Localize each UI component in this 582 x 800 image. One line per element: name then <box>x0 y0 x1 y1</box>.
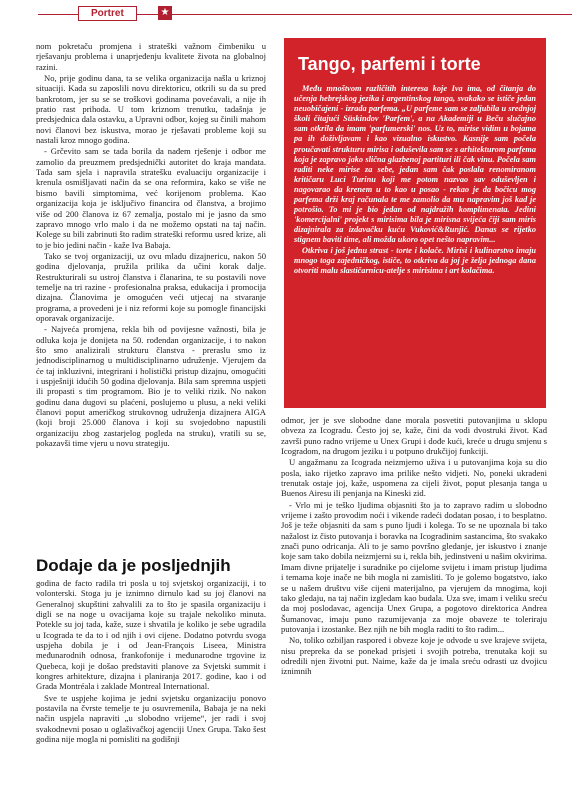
paragraph: Tako se tvoj organizaciji, uz ovu mladu dizajnericu, nakon 50 godina djelovanja, pružila prilika da učini korak dalje. Restrukturirali su ustroj članstva i članarina, te su postavili nove temelje na tri razine - profesionalna praksa, edukacija i promocija dizajna. Članovima je omogućen veći utjecaj na stvaranje programa, a provedeni je i niz reformi koje su pomogle financijski oporavak organizacije. <box>36 250 266 323</box>
paragraph: U angažmanu za Icograda neizmjerno uživa i u putovanjima koja su dio posla, iako rijetko zapravo ima prilike nešto vidjeti. No, poneki ukradeni trenutak ostaje joj, kaže, uspomena za cijeli život, poput plesanja tanga u Buenos Airesu ili penjanja na Kineski zid. <box>281 457 547 499</box>
box-paragraph: Otkriva i još jednu strast - torte i kolače. Mirisi i kulinarstvo imaju mnogo toga zajedničkog, ističe, to otkriva da joj je želja jednoga dana otvoriti malu slastičarnicu-atelje s mirisima i art kolačima. <box>294 245 536 275</box>
paragraph: godina de facto radila tri posla u toj svjetskoj organizaciji, i to volonterski. Stoga ju je iznimno dirnulo kad su joj članovi na Generalnoj skupštini zahvalili za to što je spasila organizaciju i digli se na noge u ovacijama koje su trajale nekoliko minuta. Potekle su joj tada, kaže, suze i shvatila je koliko je sebe ugradila u Icograda te da to i od njih i ovi cijene. Dodatno potvrdu svoga uspjeha dobila je i od Jean-François Liseea, Ministra međunarodnih odnosa, frankofonije i međunarodne trgovine iz Quebeca, koji je došao predstaviti planove za Svjetski summit i kongres arhitekture, dizajna i planiranja 2017. godine, kao i od Grada Montréala i zaklade Montreal International. <box>36 578 266 692</box>
star-icon: ★ <box>158 6 172 20</box>
right-column <box>281 415 547 678</box>
left-column <box>36 41 266 449</box>
paragraph: nom pokretaču promjena i strateški važnom čimbeniku u rješavanju problema i unaprjeđenju kvalitete života na globalnoj razini. <box>36 41 266 72</box>
paragraph: Sve te uspjehe kojima je jedni svjetsku organizaciju ponovo postavila na čvrste temelje te ju osuvremenila, Babaja je na neki način uspjela napraviti „u slobodno vrijeme“, jer radi i svoj svakodnevni posao u oglašivačkoj agenciji Unex Grupa. Tako šest godina nije mogla ni pomisliti na godišnji <box>36 692 266 745</box>
subheading: Dodaje da je posljednjih <box>36 556 231 575</box>
box-paragraph: Među mnoštvom različitih interesa koje Iva ima, od čitanja do učenja hebrejskog jezika i argentinskog tanga, svakako se ističe jedan neuobičajeni - izrada parfema. „U parfeme sam se zaljubila u srednjoj školi čitajući Süskindov 'Parfem', a na Akademiji u Beču slučajno sam otkrila da imam 'parfumerski' nos. Uz to, mirise vidim u bojama pa ih doživljavam i kao vizualno iskustvo. Kasnije sam počela proučavati strukturu mirisa i oduševila sam se s arhitekturom parfema koja je zapravo jako slična glazbenoj partituri ili čak vinu. Počela sam raditi neke mirise za sebe, jedan sam čak poslala renomiranom kritičaru Luci Turinu koji me potom nazvao sav oduševljen i nagovarao da krenem u to kao u posao - rekao je da bočicu mog parfema drži kraj računala te me zamolio da mu napravim još kad je potrošio. To mi je bio jedan od najdražih komplimenata. Jedini 'komercijalni' projekt s mirisima bila je mirisna svijeća čiji sam miris dizajnirala za izdavačku kuću Vuković&Runjić. Danas se rijetko stignem baviti time, ali možda ukoro opet nešto napravim... <box>294 84 536 245</box>
left-column-bottom <box>36 578 266 746</box>
box-body <box>294 84 536 276</box>
box-title: Tango, parfemi i torte <box>298 54 481 74</box>
paragraph: odmor, jer je sve slobodne dane morala posvetiti putovanjima u sklopu obveza za Icogradu. Često joj se, kaže, čini da vodi dvostruki život. Kad završi puno radno vrijeme u Unex Grupi i dođe kući, kreće u drugu smjenu s Icogradom, na drugom jeziku i u potpuno drukčijoj funkciji. <box>281 415 547 457</box>
paragraph: - Vrlo mi je teško ljudima objasniti što ja to zapravo radim u slobodno vrijeme i zašto provodim noći i vikende radeći dodatan posao, i to besplatno. Još je teže objasniti da sam s puno ljudi i kolega. To se ne upoznala bi tako nažalost iz čisto putovanja i boravka na Icogradinim sastancima, što svakako znači puno odricanja. Ali to je samo površno gledanje, jer iskustvo i znanje koje sam tako dobila neizmjerni su i, rekla bih, jedinstveni u našim okvirima. Imam divne prijatelje i suradnike po cijelome svijetu i imam pristup ljudima i temama koje inače ne bih mogla ni zamisliti. To je golemo bogatstvo, iako se u našem društvu više cijeni materijalno, pa vjerujem da mnogima, koji tako gledaju, na taj način izgledam kao budala. Uza sve, imam i veliku sreću da moj poslodavac, agencija Unex Grupa, a pogotovo direktorica Andrea Šumanovac, imaju puno razumijevanja za moje obaveze te toleriraju putovanja i izostanke. Bez njih ne bih mogla raditi to što radim... <box>281 499 547 634</box>
sidebar-box <box>284 38 546 408</box>
paragraph: - Grčevito sam se tada borila da nađem rješenje i odbor me zamolio da preuzmem predsjednički autoritet do kraja mandata. Tada sam sjela i napravila stratešku evaluaciju organizacije i krenula osmišljavati način da se ona reformira, kako se više ne bismo bavili simptomima, već korijenom problema. Kao organizacija koja je isključivo financira od članstva, a brojimo više od 200 članova iz 67 zemalja, postalo mi je jasno da smo zapravo mnogo vrlo malo i da ne možemo opstati na taj način. Kolege su bili zabrinuti što radim strateški reformu usred krize, ali to je bio jedini način - kaže Iva Babaja. <box>36 146 266 250</box>
page-header <box>38 6 572 22</box>
paragraph: No, prije godinu dana, ta se velika organizacija našla u kriznoj situaciji. Kada su zaposlili novu direktoricu, otkrili su da su pred bankrotom, jer su se se troškovi godinama povećavali, a nije ih pratio rast prihoda. U tom kriznom trenutku, tadašnja je predsjednica dala ostavku, a Upravni odbor, kojeg su činili mahom novi članovi bez iskustva, morao je rješavati probleme koji su nastali kroz mnogo godina. <box>36 73 266 146</box>
paragraph: - Najveća promjena, rekla bih od povijesne važnosti, bila je odluka koja je donijeta na 50. rođendan organizacije, i to nakon što smo analizirali strukturu članstva - preraslu smo iz jednodisciplinarnog u multidisciplinarno udruženje. Vjerujem da će taj inkluzivni, integrirani i holistički pristup dizajnu, omogućiti i uspješniji idućih 50 godina djelovanja. Bila sam spremna uspjeti ili propasti s tim programom. Bio je to veliki rizik. No nakon godinu dana dugovi su plaćeni, poslujemo u plusu, a neki veliki članovi poput američkog strukovnog udruženja dizajnera AIGA (koji broji 25.000 članova i koji su svojedobno napustili organizaciju zbog zastarjelog pogleda na struku), vratili su se, pokazavši time vjeru u novu strategiju. <box>36 324 266 449</box>
paragraph: No, toliko ozbiljan raspored i obveze koje je odvode u sve krajeve svijeta, nisu prepreka da se ponekad prisjeti i svojih potreba, trenutaka koji su odredili njen životni put. Naime, kaže da je imala sreću odrasti uz dvojicu iznimnih <box>281 635 547 677</box>
section-label: Portret <box>78 6 137 21</box>
